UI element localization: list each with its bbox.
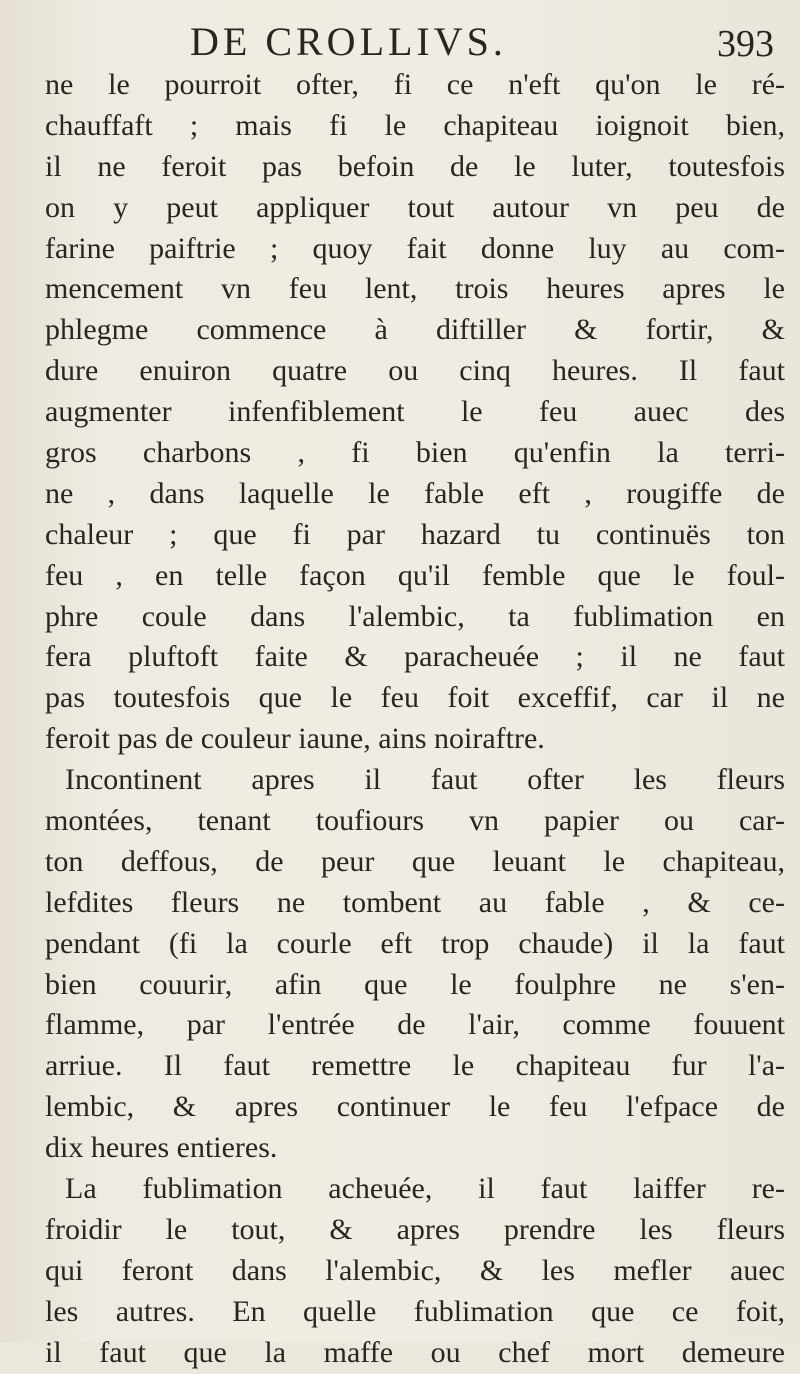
page-number: 393: [717, 23, 774, 65]
body-text: [45, 65, 790, 1374]
text-line: lefdites fleurs ne tombent au fable , & ce-: [45, 885, 785, 919]
paragraph-start-line: Incontinent apres il faut ofter les fleurs: [65, 763, 785, 797]
text-line: pas toutesfois que le feu foit exceffif, car il ne: [45, 681, 785, 715]
text-line: qui feront dans l'alembic, & les mefler auec: [45, 1253, 785, 1287]
text-line: il ne feroit pas befoin de le luter, toutesfois: [45, 149, 785, 183]
text-line: feroit pas de couleur iaune, ains noiraftre.: [45, 722, 545, 756]
text-line: il faut que la maffe ou chef mort demeure: [45, 1335, 785, 1369]
text-line: dure enuiron quatre ou cinq heures. Il faut: [45, 354, 785, 388]
text-line: phlegme commence à diftiller & fortir, &: [45, 313, 785, 347]
text-line: phre coule dans l'alembic, ta fublimation en: [45, 599, 785, 633]
text-line: flamme, par l'entrée de l'air, comme fouuent: [45, 1008, 785, 1042]
paragraph-start-line: La fublimation acheuée, il faut laiffer re-: [65, 1172, 785, 1206]
text-line: pendant (fi la courle eft trop chaude) il la faut: [45, 926, 785, 960]
text-line: ne le pourroit ofter, fi ce n'eft qu'on le ré-: [45, 68, 785, 101]
text-line: montées, tenant toufiours vn papier ou car-: [45, 804, 785, 838]
text-line: ton deffous, de peur que leuant le chapiteau,: [45, 844, 785, 878]
text-line: chauffaft ; mais fi le chapiteau ioignoit bien,: [45, 108, 785, 142]
text-line: bien couurir, afin que le foulphre ne s'en-: [45, 967, 785, 1001]
text-line: arriue. Il faut remettre le chapiteau fur l'a-: [45, 1049, 785, 1083]
text-line: feu , en telle façon qu'il femble que le foul-: [45, 558, 785, 592]
text-line: les autres. En quelle fublimation que ce foit,: [45, 1294, 785, 1328]
text-line: fera pluftoft faite & paracheuée ; il ne faut: [45, 640, 785, 674]
page-header: [0, 14, 800, 64]
text-line: dix heures entieres.: [45, 1131, 278, 1165]
text-line: farine paiftrie ; quoy fait donne luy au com-: [45, 231, 785, 265]
text-line: augmenter infenfiblement le feu auec des: [45, 395, 785, 429]
text-line: lembic, & apres continuer le feu l'efpace de: [45, 1090, 785, 1124]
text-line: mencement vn feu lent, trois heures apres le: [45, 272, 785, 306]
running-head: DE CROLLIVS.: [190, 19, 507, 64]
text-line: froidir le tout, & apres prendre les fleurs: [45, 1212, 785, 1246]
text-line: on y peut appliquer tout autour vn peu de: [45, 190, 785, 224]
text-line: ne , dans laquelle le fable eft , rougiffe de: [45, 476, 785, 510]
text-line: chaleur ; que fi par hazard tu continuës ton: [45, 517, 785, 551]
text-line: gros charbons , fi bien qu'enfin la terri-: [45, 436, 785, 470]
